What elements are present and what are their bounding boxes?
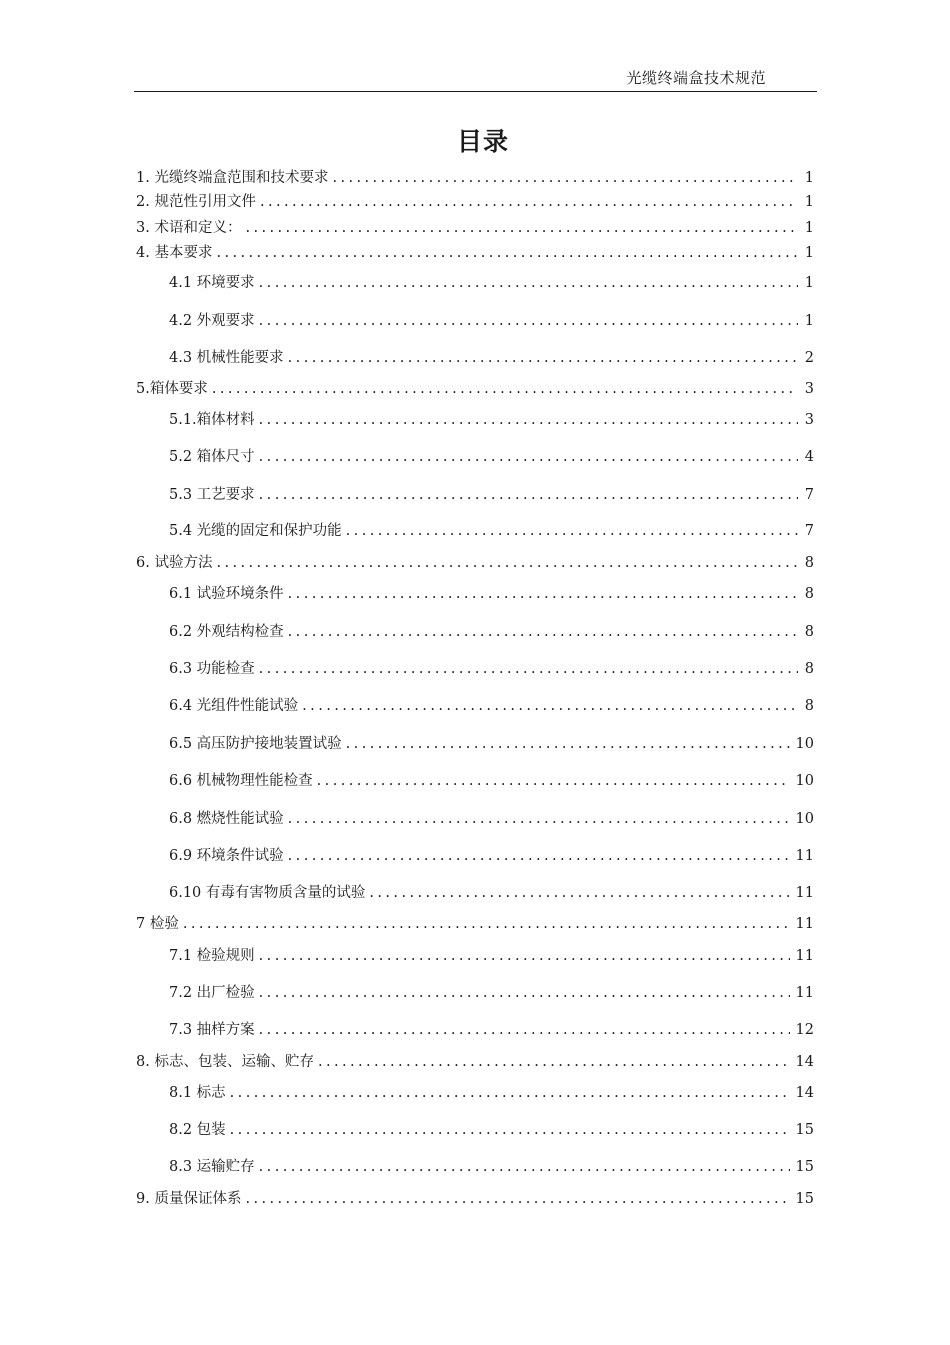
- toc-entry-page: 15: [795, 1159, 814, 1175]
- toc-title: 目录: [456, 127, 509, 156]
- toc-dot-leader: [212, 379, 798, 399]
- toc-entry-page: 10: [795, 811, 814, 827]
- toc-entry-label: 9. 质量保证体系: [136, 1191, 242, 1207]
- toc-entry-label: 6.2 外观结构检查: [169, 624, 284, 640]
- toc-entry-label: 4. 基本要求: [136, 245, 213, 261]
- toc-entry-page: 8: [804, 698, 814, 714]
- toc-entry-label: 5.1.箱体材料: [169, 412, 255, 428]
- toc-entry[interactable]: [169, 1120, 814, 1140]
- toc-entry[interactable]: [136, 192, 814, 212]
- toc-entry[interactable]: [169, 622, 814, 642]
- toc-entry-page: 11: [795, 948, 814, 964]
- toc-entry-label: 6.4 光组件性能试验: [169, 698, 299, 714]
- toc-entry[interactable]: [169, 659, 814, 679]
- toc-dot-leader: [260, 192, 798, 212]
- toc-entry[interactable]: [169, 809, 814, 829]
- toc-entry-label: 8. 标志、包装、运输、贮存: [136, 1054, 314, 1070]
- toc-dot-leader: [259, 485, 798, 505]
- toc-entry-page: 7: [804, 487, 814, 503]
- toc-entry-label: 4.1 环境要求: [169, 275, 255, 291]
- header-rule: [134, 91, 817, 92]
- toc-entry[interactable]: [169, 1157, 814, 1177]
- toc-dot-leader: [259, 659, 798, 679]
- toc-dot-leader: [332, 168, 798, 188]
- toc-entry-page: 11: [795, 848, 814, 864]
- toc-entry-page: 14: [795, 1085, 814, 1101]
- toc-entry-label: 5.3 工艺要求: [169, 487, 255, 503]
- toc-entry[interactable]: [169, 485, 814, 505]
- toc-dot-leader: [259, 447, 798, 467]
- toc-entry-page: 1: [804, 275, 814, 291]
- toc-dot-leader: [245, 218, 798, 238]
- toc-entry-page: 2: [804, 350, 814, 366]
- toc-entry[interactable]: [136, 243, 814, 263]
- toc-entry[interactable]: [169, 734, 814, 754]
- toc-dot-leader: [216, 553, 798, 573]
- toc-dot-leader: [288, 348, 798, 368]
- toc-entry[interactable]: [136, 553, 814, 573]
- toc-entry-page: 1: [804, 194, 814, 210]
- toc-dot-leader: [288, 622, 798, 642]
- toc-entry-label: 5.箱体要求: [136, 381, 208, 397]
- toc-entry-label: 3. 术语和定义：: [136, 220, 242, 236]
- toc-entry-page: 12: [795, 1022, 814, 1038]
- toc-entry-page: 14: [795, 1054, 814, 1070]
- toc-dot-leader: [288, 846, 790, 866]
- toc-entry-label: 6.3 功能检查: [169, 661, 255, 677]
- toc-entry-label: 7.1 检验规则: [169, 948, 255, 964]
- toc-entry-label: 6.1 试验环境条件: [169, 586, 284, 602]
- toc-dot-leader: [259, 1157, 790, 1177]
- toc-entry-page: 8: [804, 586, 814, 602]
- toc-entry-page: 15: [795, 1122, 814, 1138]
- toc-dot-leader: [259, 273, 798, 293]
- toc-entry-label: 1. 光缆终端盒范围和技术要求: [136, 170, 329, 186]
- toc-dot-leader: [259, 410, 798, 430]
- toc-entry-label: 7 检验: [136, 916, 179, 932]
- toc-entry[interactable]: [136, 379, 814, 399]
- toc-entry-label: 8.3 运输贮存: [169, 1159, 255, 1175]
- toc-dot-leader: [183, 914, 790, 934]
- toc-entry-label: 6.8 燃烧性能试验: [169, 811, 284, 827]
- toc-entry-page: 11: [795, 985, 814, 1001]
- toc-entry-label: 6.5 高压防护接地装置试验: [169, 736, 342, 752]
- toc-entry-page: 1: [804, 245, 814, 261]
- toc-entry[interactable]: [136, 1189, 814, 1209]
- toc-dot-leader: [346, 521, 798, 541]
- toc-dot-leader: [288, 584, 798, 604]
- toc-entry[interactable]: [169, 447, 814, 467]
- toc-entry-label: 6.6 机械物理性能检查: [169, 773, 313, 789]
- toc-entry[interactable]: [169, 946, 814, 966]
- toc-entry-label: 5.4 光缆的固定和保护功能: [169, 523, 342, 539]
- toc-entry[interactable]: [169, 846, 814, 866]
- toc-entry[interactable]: [136, 1052, 814, 1072]
- toc-entry[interactable]: [169, 348, 814, 368]
- toc-dot-leader: [216, 243, 798, 263]
- toc-entry-page: 11: [795, 916, 814, 932]
- toc-entry[interactable]: [136, 218, 814, 238]
- toc-entry-label: 4.2 外观要求: [169, 313, 255, 329]
- toc-entry-page: 3: [804, 412, 814, 428]
- toc-entry-page: 1: [804, 220, 814, 236]
- toc-dot-leader: [245, 1189, 789, 1209]
- toc-dot-leader: [317, 771, 790, 791]
- toc-entry-label: 7.3 抽样方案: [169, 1022, 255, 1038]
- toc-dot-leader: [259, 1020, 790, 1040]
- toc-entry[interactable]: [169, 983, 814, 1003]
- toc-entry-page: 10: [795, 773, 814, 789]
- toc-entry[interactable]: [169, 771, 814, 791]
- toc-dot-leader: [259, 983, 790, 1003]
- toc-dot-leader: [230, 1083, 790, 1103]
- toc-entry[interactable]: [169, 584, 814, 604]
- toc-dot-leader: [302, 696, 798, 716]
- toc-entry-label: 8.2 包装: [169, 1122, 226, 1138]
- toc-entry-page: 8: [804, 624, 814, 640]
- toc-entry-page: 7: [804, 523, 814, 539]
- toc-entry-page: 3: [804, 381, 814, 397]
- document-header-title: 光缆终端盒技术规范: [626, 69, 766, 87]
- toc-dot-leader: [288, 809, 790, 829]
- toc-entry[interactable]: [169, 1083, 814, 1103]
- toc-entry-label: 6. 试验方法: [136, 555, 213, 571]
- toc-dot-leader: [346, 734, 790, 754]
- toc-entry[interactable]: [136, 914, 814, 934]
- toc-entry-label: 2. 规范性引用文件: [136, 194, 256, 210]
- toc-entry-page: 8: [804, 661, 814, 677]
- toc-entry[interactable]: [169, 311, 814, 331]
- toc-entry-label: 7.2 出厂检验: [169, 985, 255, 1001]
- toc-entry-label: 4.3 机械性能要求: [169, 350, 284, 366]
- toc-entry[interactable]: [169, 410, 814, 430]
- toc-dot-leader: [259, 946, 790, 966]
- toc-entry[interactable]: [136, 168, 814, 188]
- toc-entry[interactable]: [169, 1020, 814, 1040]
- toc-entry[interactable]: [169, 883, 814, 903]
- toc-dot-leader: [230, 1120, 790, 1140]
- toc-entry-label: 6.9 环境条件试验: [169, 848, 284, 864]
- toc-entry[interactable]: [169, 521, 814, 541]
- toc-entry-page: 1: [804, 170, 814, 186]
- toc-entry[interactable]: [169, 696, 814, 716]
- toc-entry-label: 6.10 有毒有害物质含量的试验: [169, 885, 366, 901]
- toc-entry-page: 10: [795, 736, 814, 752]
- toc-entry-page: 15: [795, 1191, 814, 1207]
- toc-entry-page: 4: [804, 449, 814, 465]
- toc-dot-leader: [259, 311, 798, 331]
- toc-entry[interactable]: [169, 273, 814, 293]
- toc-dot-leader: [318, 1052, 790, 1072]
- toc-dot-leader: [369, 883, 789, 903]
- toc-entry-page: 1: [804, 313, 814, 329]
- toc-entry-page: 11: [795, 885, 814, 901]
- toc-entry-label: 5.2 箱体尺寸: [169, 449, 255, 465]
- toc-entry-page: 8: [804, 555, 814, 571]
- toc-entry-label: 8.1 标志: [169, 1085, 226, 1101]
